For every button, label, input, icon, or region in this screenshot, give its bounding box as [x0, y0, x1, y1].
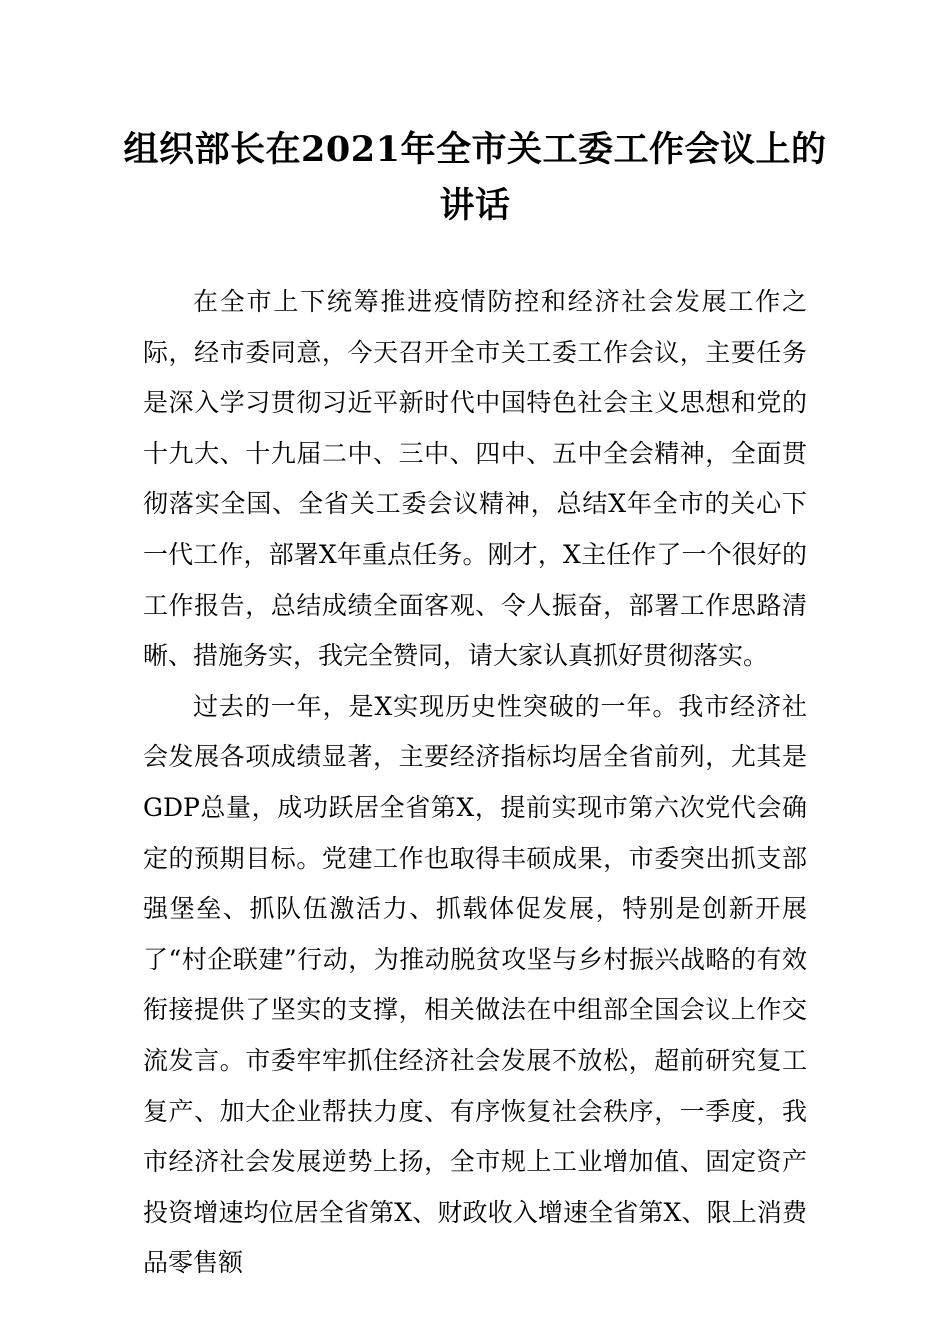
paragraph-2: 过去的一年，是X实现历史性突破的一年。我市经济社会发展各项成绩显著，主要经济指标均居全省前列，尤其是GDP总量，成功跃居全省第X，提前实现市第六次党代会确定的预期目标。党建工作也取得丰硕成果，市委突出抓支部强堡垒、抓队伍激活力、抓载体促发展，特别是创新开展了“村企联建”行动，为推动脱贫攻坚与乡村振兴战略的有效衔接提供了坚实的支撑，相关做法在中组部全国会议上作交流发言。市委牢牢抓住经济社会发展不放松，超前研究复工复产、加大企业帮扶力度、有序恢复社会秩序，一季度，我市经济社会发展逆势上扬，全市规上工业增加值、固定资产投资增速均位居全省第X、财政收入增速全省第X、限上消费品零售额 — [143, 691, 807, 1278]
paragraph-1: 在全市上下统筹推进疫情防控和经济社会发展工作之际，经市委同意，今天召开全市关工委工作会议，主要任务是深入学习贯彻习近平新时代中国特色社会主义思想和党的十九大、十九届二中、三中、四中、五中全会精神，全面贯彻落实全国、全省关工委会议精神，总结X年全市的关心下一代工作，部署X年重点任务。刚才，X主任作了一个很好的工作报告，总结成绩全面客观、令人振奋，部署工作思路清晰、措施务实，我完全赞同，请大家认真抓好贯彻落实。 — [143, 287, 807, 671]
document-title: 组织部长在2021年全市关工委工作会议上的讲话 — [123, 129, 827, 226]
document-body — [143, 277, 807, 1289]
